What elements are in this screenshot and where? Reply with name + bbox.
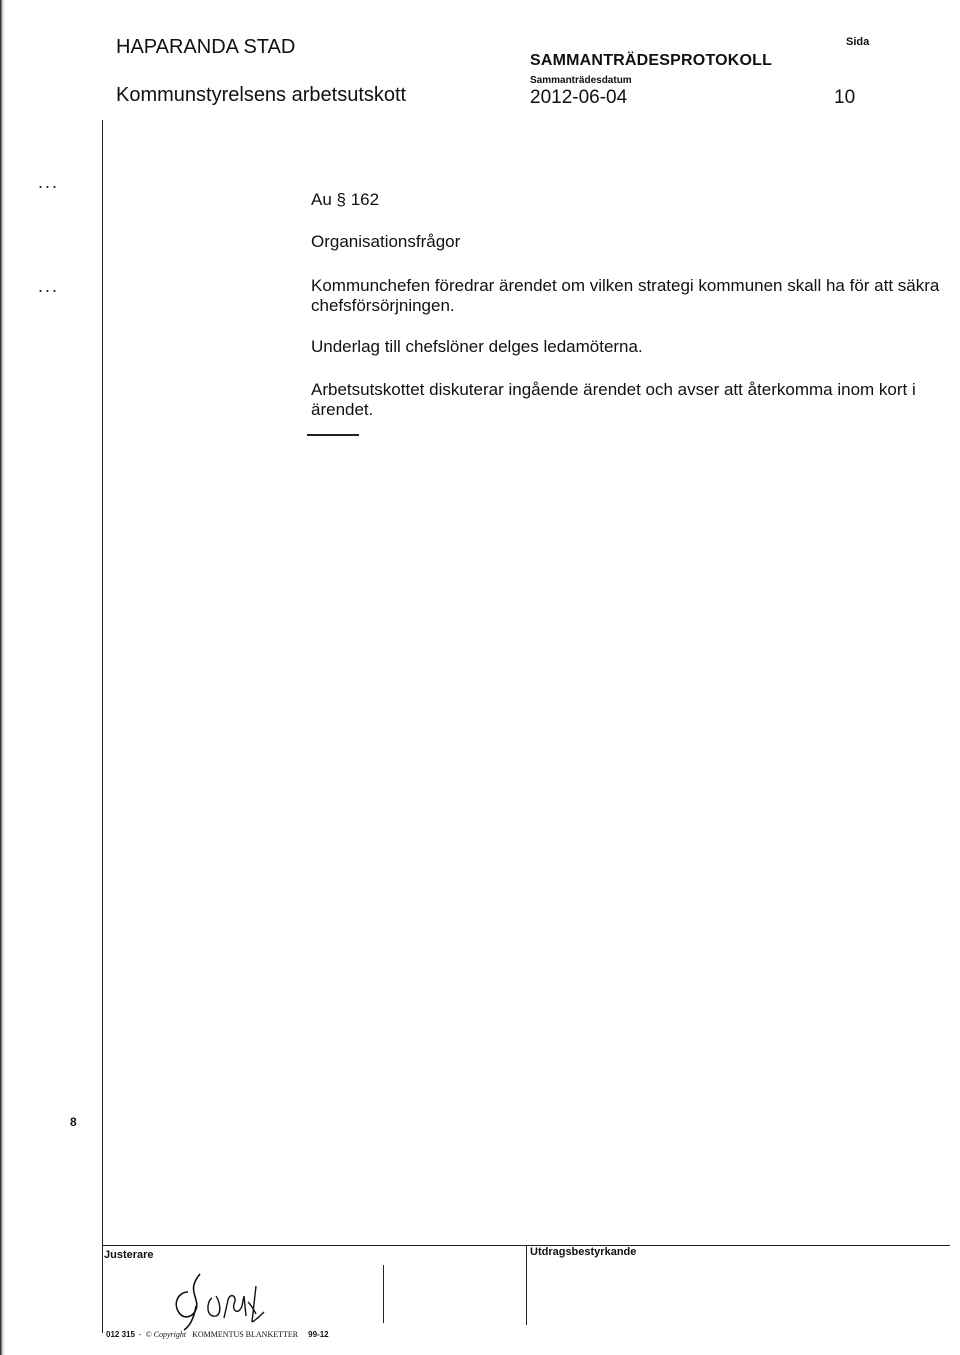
form-version: 99-12 xyxy=(308,1330,329,1339)
signature-divider xyxy=(383,1265,384,1323)
extract-label: Utdragsbestyrkande xyxy=(530,1246,637,1258)
signature-icon xyxy=(160,1262,270,1334)
paragraph-number: Au § 162 xyxy=(311,190,380,209)
publisher-name: KOMMENTUS BLANKETTER xyxy=(192,1330,299,1339)
committee-name: Kommunstyrelsens arbetsutskott xyxy=(116,84,407,106)
body-paragraph: Arbetsutskottet diskuterar ingående ärendet och avser att återkomma inom kort i ärendet. xyxy=(311,380,916,419)
margin-dots: ... xyxy=(38,172,60,192)
end-of-item-rule xyxy=(307,434,359,436)
body-paragraph: Kommunchefen föredrar ärendet om vilken strategi kommunen skall ha för att säkra chefsförsörjningen. xyxy=(311,276,940,315)
scan-edge xyxy=(0,0,5,1355)
organization-name: HAPARANDA STAD xyxy=(116,36,296,58)
footer-divider xyxy=(526,1245,527,1325)
meeting-date-label: Sammanträdesdatum xyxy=(530,75,632,86)
page-number: 10 xyxy=(834,87,856,108)
form-number: 012 315 xyxy=(106,1330,135,1339)
margin-dots: ... xyxy=(38,276,60,296)
item-topic: Organisationsfrågor xyxy=(311,232,461,251)
form-footer: 012 315 - © Copyright KOMMENTUS BLANKETTER 99-12 xyxy=(106,1330,329,1339)
left-margin-rule xyxy=(102,120,103,1333)
copyright-text: © Copyright xyxy=(145,1330,187,1339)
document-type: SAMMANTRÄDESPROTOKOLL xyxy=(530,52,773,69)
margin-page-marker: 8 xyxy=(70,1115,77,1129)
page-label: Sida xyxy=(846,36,870,48)
meeting-date: 2012-06-04 xyxy=(530,87,628,108)
body-paragraph: Underlag till chefslöner delges ledamöterna. xyxy=(311,337,643,356)
adjusters-label: Justerare xyxy=(104,1249,154,1261)
